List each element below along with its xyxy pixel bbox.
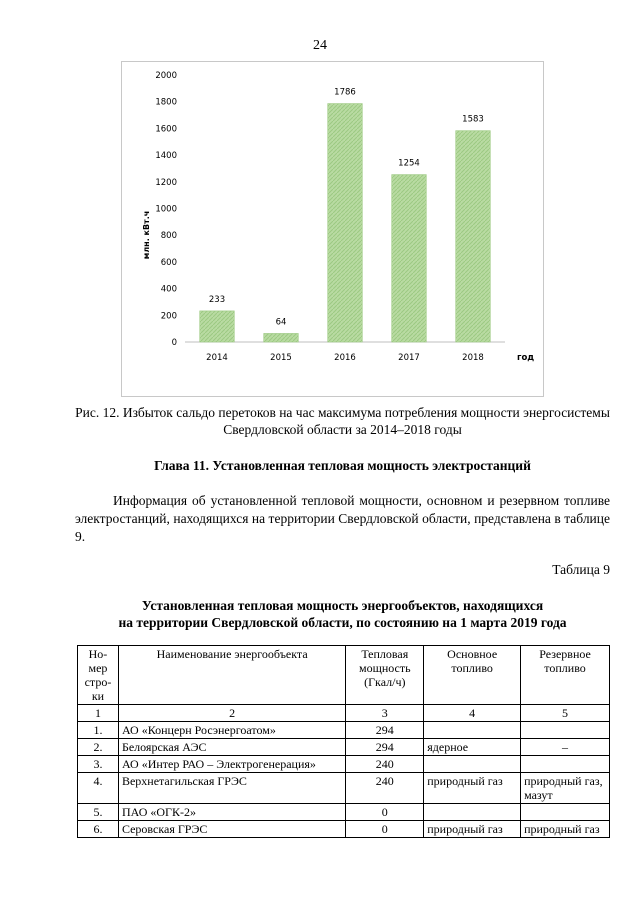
y-tick-label: 1400 bbox=[155, 151, 177, 162]
y-tick-label: 600 bbox=[160, 257, 177, 268]
reserve-fuel bbox=[521, 722, 610, 739]
table-row bbox=[78, 739, 610, 756]
bar-chart bbox=[121, 61, 544, 397]
object-name: Верхнетагильская ГРЭС bbox=[118, 773, 345, 804]
column-number: 1 bbox=[78, 705, 119, 722]
column-number: 2 bbox=[118, 705, 345, 722]
capacity-value: 294 bbox=[346, 722, 424, 739]
table-row bbox=[78, 804, 610, 821]
row-number: 5. bbox=[78, 804, 119, 821]
y-tick-label: 1200 bbox=[155, 177, 177, 188]
capacity-value: 240 bbox=[346, 756, 424, 773]
x-tick-label: 2014 bbox=[206, 353, 228, 363]
table-row bbox=[78, 756, 610, 773]
x-tick-label: 2018 bbox=[462, 353, 484, 363]
data-label: 64 bbox=[275, 317, 287, 328]
header-reserve-fuel: Резервное топливо bbox=[521, 646, 610, 705]
table-title-line-1: Установленная тепловая мощность энергообъектов, находящихся bbox=[141, 598, 544, 613]
y-tick-label: 400 bbox=[160, 284, 177, 295]
y-tick-label: 2000 bbox=[155, 71, 177, 81]
header-object-name: Наименование энергообъекта bbox=[118, 646, 345, 705]
capacity-table bbox=[77, 645, 610, 838]
reserve-fuel bbox=[521, 756, 610, 773]
header-row-number: Но-мер стро-ки bbox=[78, 646, 119, 705]
y-tick-label: 1600 bbox=[155, 124, 177, 135]
row-number: 6. bbox=[78, 821, 119, 838]
table-title bbox=[75, 597, 610, 631]
column-number-row bbox=[78, 705, 610, 722]
object-name: ПАО «ОГК-2» bbox=[118, 804, 345, 821]
table-row bbox=[78, 821, 610, 838]
capacity-value: 0 bbox=[346, 804, 424, 821]
object-name: АО «Концерн Росэнергоатом» bbox=[118, 722, 345, 739]
bar bbox=[200, 311, 235, 342]
x-tick-label: 2017 bbox=[398, 353, 420, 363]
reserve-fuel: – bbox=[521, 739, 610, 756]
table-row bbox=[78, 722, 610, 739]
page-number: 24 bbox=[313, 38, 327, 53]
header-main-fuel: Основное топливо bbox=[424, 646, 521, 705]
bar bbox=[264, 333, 299, 342]
column-number: 5 bbox=[521, 705, 610, 722]
capacity-value: 240 bbox=[346, 773, 424, 804]
object-name: АО «Интер РАО – Электрогенерация» bbox=[118, 756, 345, 773]
main-fuel bbox=[424, 756, 521, 773]
body-paragraph: Информация об установленной тепловой мощности, основном и резервном топливе электростанций, находящихся на территории Свердловской области, представлена в таблице 9. bbox=[75, 493, 610, 544]
y-tick-label: 1800 bbox=[155, 97, 177, 108]
y-tick-label: 0 bbox=[171, 338, 177, 348]
x-axis-label: год bbox=[517, 353, 535, 363]
row-number: 3. bbox=[78, 756, 119, 773]
reserve-fuel: природный газ, мазут bbox=[521, 773, 610, 804]
table-label: Таблица 9 bbox=[552, 562, 610, 577]
main-fuel: ядерное bbox=[424, 739, 521, 756]
table-title-line-2: на территории Свердловской области, по состоянию на 1 марта 2019 года bbox=[118, 615, 567, 630]
capacity-value: 0 bbox=[346, 821, 424, 838]
table-row bbox=[78, 773, 610, 804]
reserve-fuel bbox=[521, 804, 610, 821]
column-number: 4 bbox=[424, 705, 521, 722]
bar bbox=[392, 175, 427, 342]
figure-caption: Рис. 12. Избыток сальдо перетоков на час максимума потребления мощности энергосистемы Свердловской области за 2014–2018 годы bbox=[75, 405, 610, 437]
main-fuel: природный газ bbox=[424, 773, 521, 804]
main-fuel bbox=[424, 722, 521, 739]
bar bbox=[456, 131, 491, 342]
capacity-value: 294 bbox=[346, 739, 424, 756]
table-header-row bbox=[78, 646, 610, 705]
row-number: 4. bbox=[78, 773, 119, 804]
x-tick-label: 2016 bbox=[334, 353, 356, 363]
chapter-title: Глава 11. Установленная тепловая мощность электростанций bbox=[154, 458, 531, 473]
object-name: Серовская ГРЭС bbox=[118, 821, 345, 838]
bar bbox=[328, 104, 363, 342]
row-number: 2. bbox=[78, 739, 119, 756]
y-tick-label: 200 bbox=[160, 311, 177, 322]
data-label: 233 bbox=[208, 294, 226, 305]
y-tick-label: 1000 bbox=[155, 204, 177, 215]
object-name: Белоярская АЭС bbox=[118, 739, 345, 756]
column-number: 3 bbox=[346, 705, 424, 722]
data-label: 1254 bbox=[398, 158, 420, 169]
main-fuel: природный газ bbox=[424, 821, 521, 838]
x-tick-label: 2015 bbox=[270, 353, 292, 363]
data-label: 1786 bbox=[334, 87, 356, 98]
y-axis-label: млн. кВт.ч bbox=[142, 210, 151, 260]
main-fuel bbox=[424, 804, 521, 821]
y-tick-label: 800 bbox=[160, 231, 177, 242]
row-number: 1. bbox=[78, 722, 119, 739]
reserve-fuel: природный газ bbox=[521, 821, 610, 838]
header-capacity: Тепловая мощность (Гкал/ч) bbox=[346, 646, 424, 705]
data-label: 1583 bbox=[462, 114, 484, 125]
